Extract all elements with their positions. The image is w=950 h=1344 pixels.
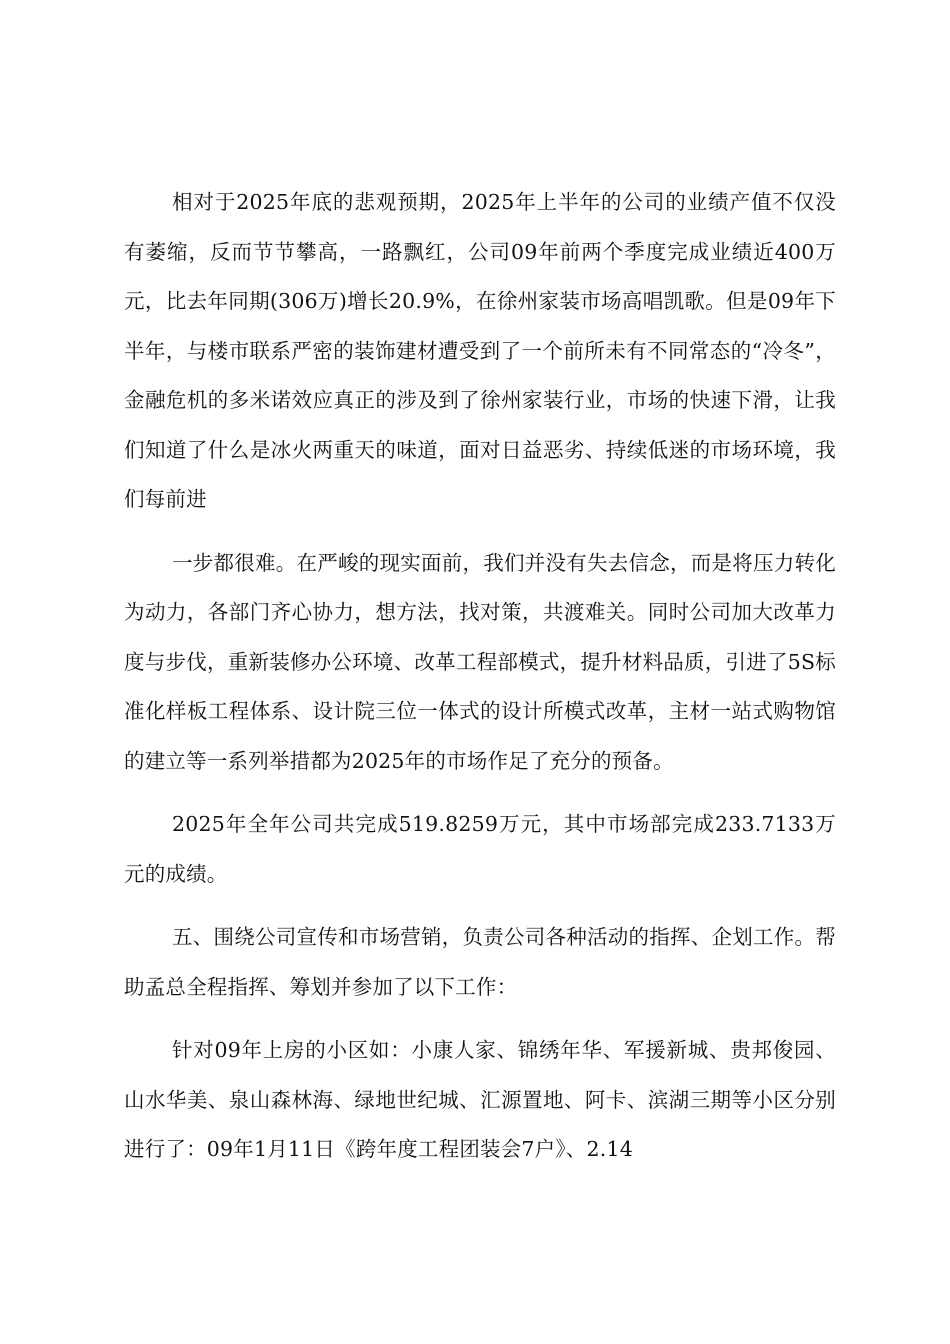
paragraph-annual-total: 2025年全年公司共完成519.8259万元，其中市场部完成233.7133万元的成绩。 (124, 812, 836, 886)
paragraph-community-events: 针对09年上房的小区如：小康人家、锦绣年华、军援新城、贵邦俊园、山水华美、泉山森林海、绿地世纪城、汇源置地、阿卡、滨湖三期等小区分别进行了：09年1月11日《跨年度工程团装会7户》、2.14 (124, 1038, 836, 1161)
paragraph-reform-measures: 一步都很难。在严峻的现实面前，我们并没有失去信念，而是将压力转化为动力，各部门齐心协力，想方法，找对策，共渡难关。同时公司加大改革力度与步伐，重新装修办公环境、改革工程部模式，提升材料品质，引进了5S标准化样板工程体系、设计院三位一体式的设计所模式改革，主材一站式购物馆的建立等一系列举措都为2025年的市场作足了充分的预备。 (124, 550, 836, 773)
paragraph-performance-review: 相对于2025年底的悲观预期，2025年上半年的公司的业绩产值不仅没有萎缩，反而节节攀高，一路飘红，公司09年前两个季度完成业绩近400万元，比去年同期(306万)增长20.9%，在徐州家装市场高唱凯歌。但是09年下半年，与楼市联系严密的装饰建材遭受到了一个前所未有不同常态的“冷冬”，金融危机的多米诺效应真正的涉及到了徐州家装行业，市场的快速下滑，让我们知道了什么是冰火两重天的味道，面对日益恶劣、持续低迷的市场环境，我们每前进 (124, 190, 836, 511)
document-body (124, 178, 836, 1189)
paragraph-section-five: 五、围绕公司宣传和市场营销，负责公司各种活动的指挥、企划工作。帮助孟总全程指挥、筹划并参加了以下工作： (124, 925, 836, 999)
